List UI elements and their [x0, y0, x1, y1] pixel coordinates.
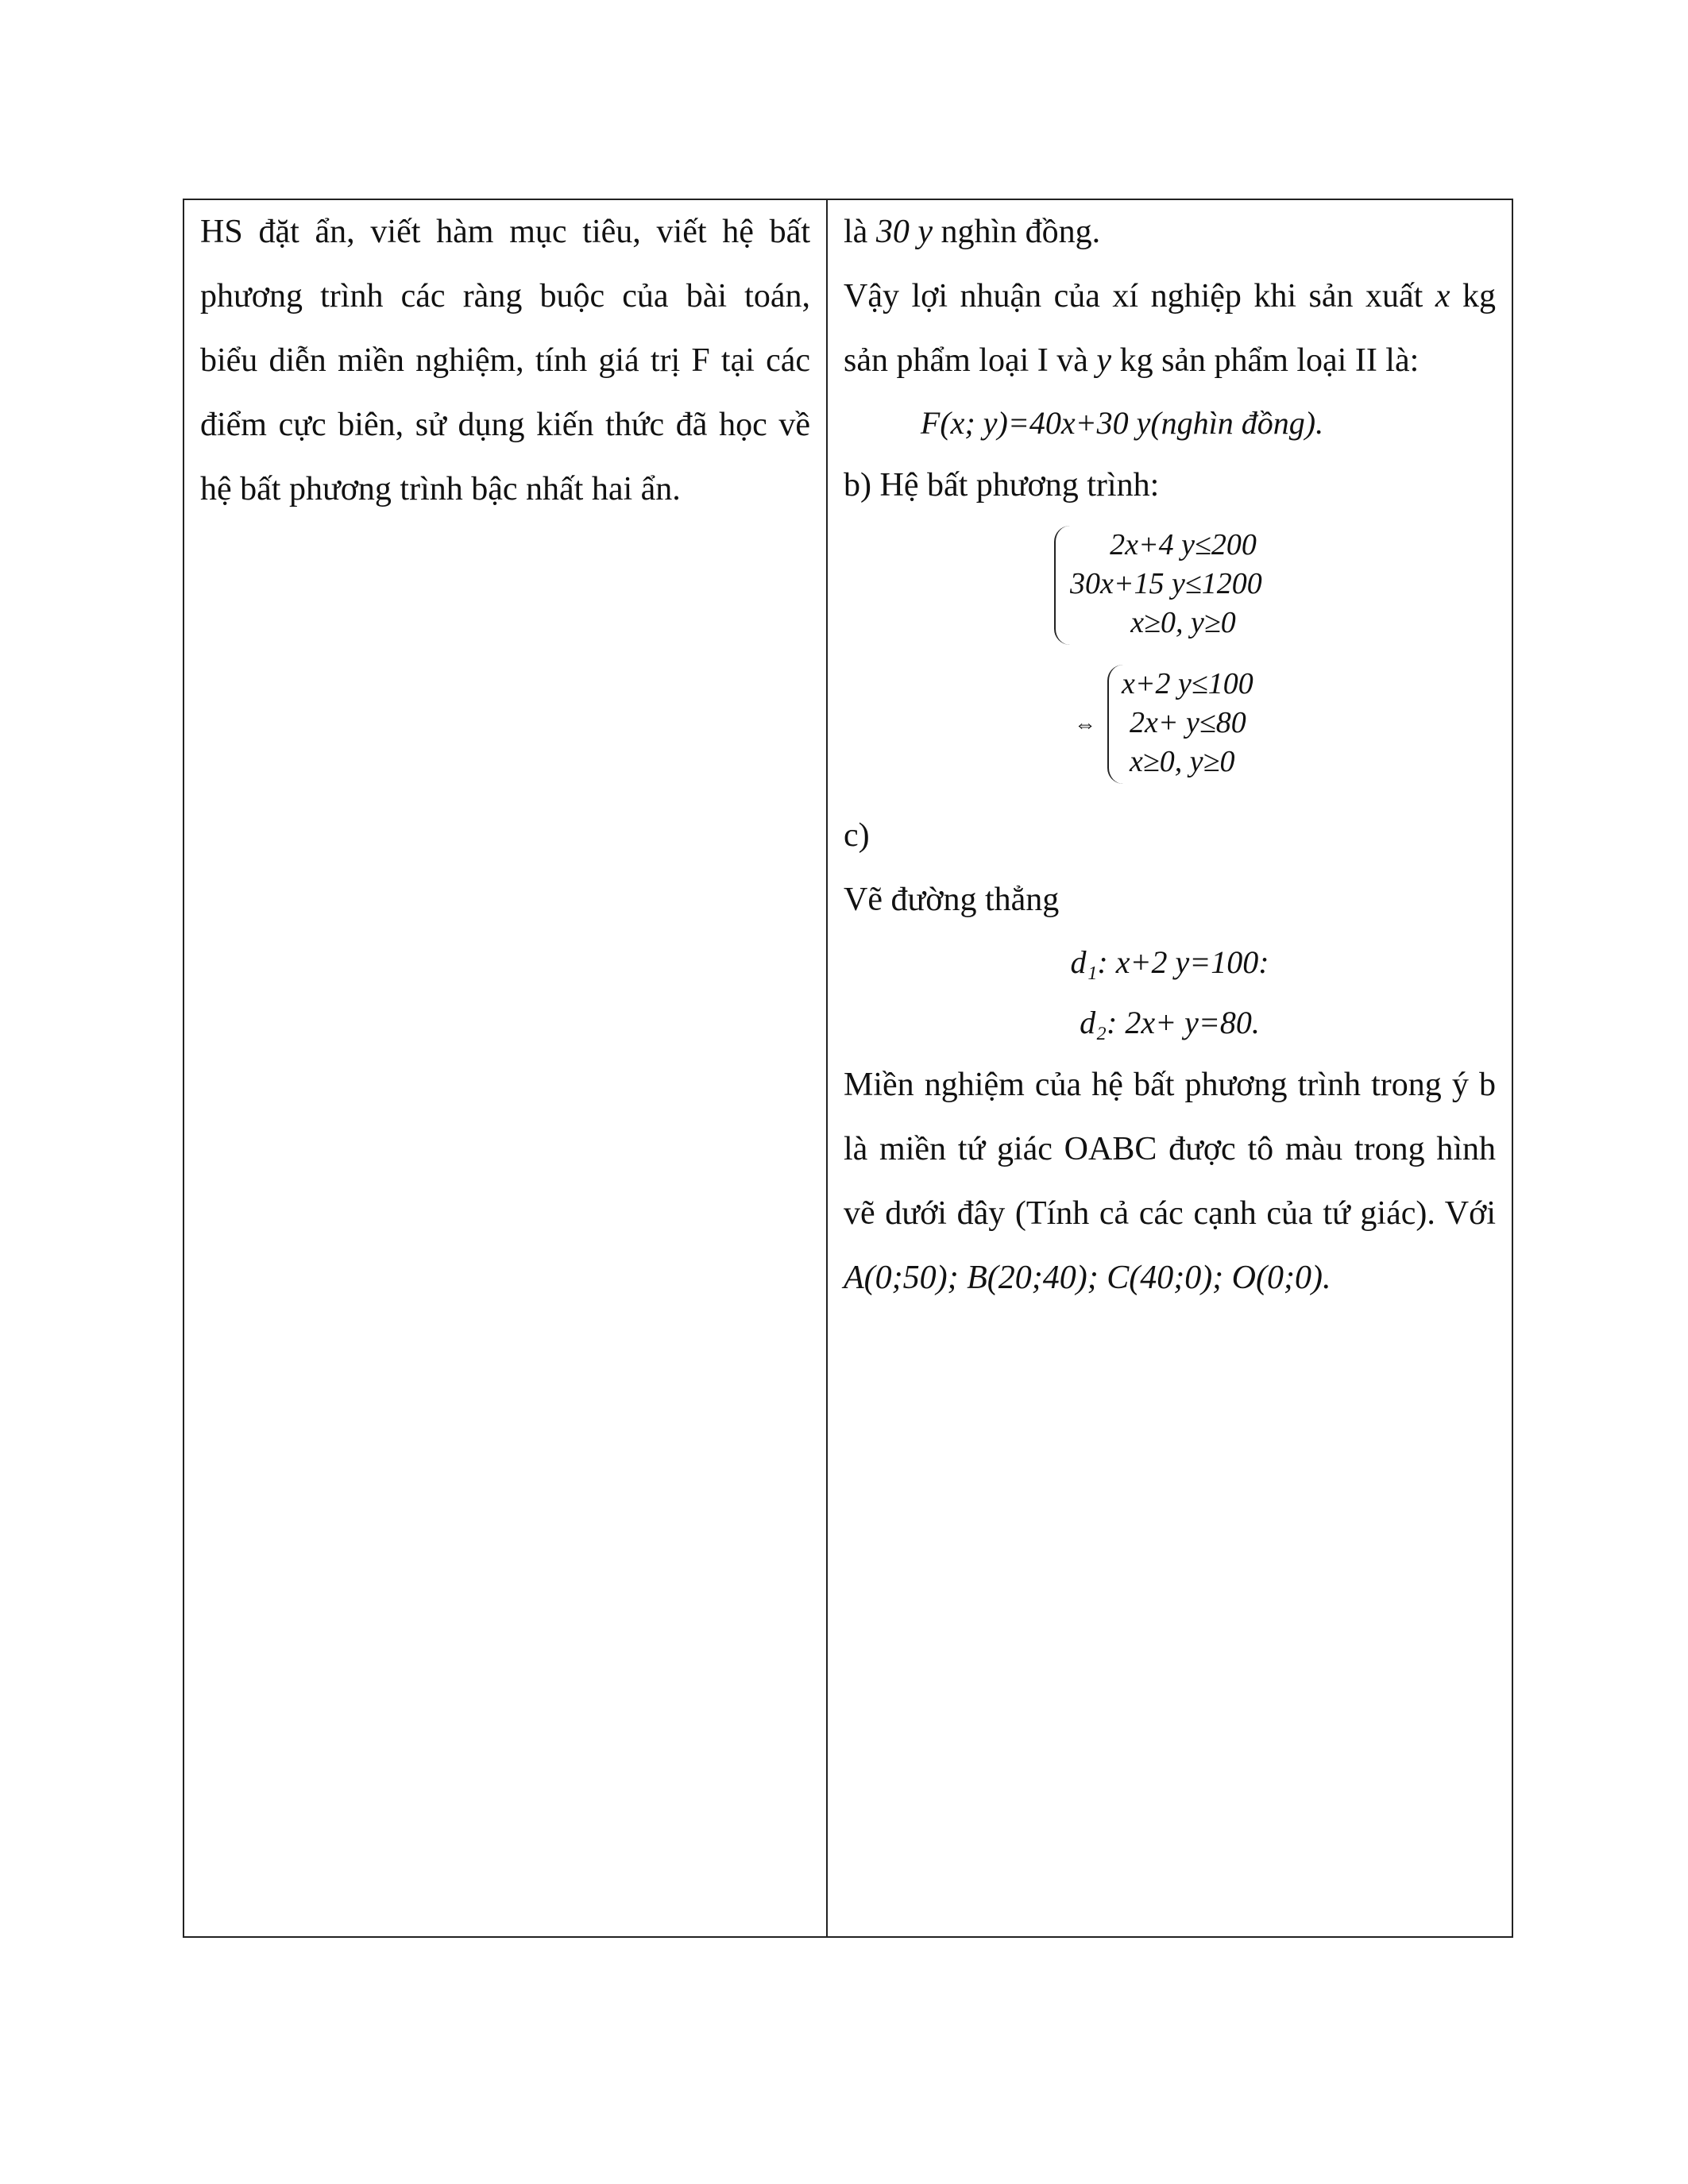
line-d2: d₂: 2x+ y=80.: [1080, 1005, 1260, 1040]
draw-lines-label: Vẽ đường thẳng: [844, 882, 1060, 918]
right-column: [828, 200, 1512, 1936]
cost-math: 30 y: [875, 214, 933, 250]
profit-text-2: kg sản phẩm loại I và: [844, 278, 1497, 379]
left-column: [184, 200, 828, 1936]
left-column-text: HS đặt ẩn, viết hàm mục tiêu, viết hệ bất phương trình các ràng buộc của bài toán, biểu diễn miền nghiệm, tính giá trị F tại các điểm cực biên, sử dụng kiến thức đã học về hệ bất phương trình bậc nhất hai ẩn.: [200, 214, 810, 507]
line-d1: d₁: x+2 y=100:: [1070, 944, 1269, 980]
region-paragraph: Miền nghiệm của hệ bất phương trình trong ý b là miền tứ giác OABC được tô màu trong hình vẽ dưới đây (Tính cả các cạnh của tứ giác). Với: [844, 1067, 1496, 1232]
content-table: [183, 199, 1513, 1938]
profit-paragraph: [844, 264, 1496, 393]
var-x: x: [1435, 278, 1450, 314]
system-1-brace: [1054, 526, 1070, 645]
profit-text-3: kg sản phẩm loại II là:: [1111, 342, 1420, 379]
system-2-brace: [1107, 665, 1123, 784]
var-y: y: [1096, 342, 1112, 379]
system-2-rows: [1122, 665, 1296, 781]
profit-text-1: Vậy lợi nhuận của xí nghiệp khi sản xuất: [844, 278, 1435, 314]
inequality-system-2: [844, 665, 1496, 804]
system-1-row-3: x≥0, y≥0: [1130, 606, 1236, 639]
part-b-label: b) Hệ bất phương trình:: [844, 467, 1160, 504]
equivalence-symbol: ⇔: [1074, 712, 1096, 737]
profit-formula: F(x; y)=40x+30 y(nghìn đồng).: [920, 405, 1324, 441]
cost-prefix: là: [844, 214, 876, 250]
system-1-row-2: 30x+15 y≤1200: [1070, 567, 1262, 600]
inequality-system-1: [844, 526, 1496, 657]
region-points: A(0;50); B(20;40); C(40;0); O(0;0).: [844, 1260, 1331, 1296]
system-1-row-1: 2x+4 y≤200: [1110, 528, 1257, 561]
system-2-row-3: x≥0, y≥0: [1130, 745, 1235, 778]
part-c-label: c): [844, 817, 870, 854]
system-1-rows: [1070, 526, 1296, 642]
cost-line: [844, 200, 1496, 264]
system-2-row-1: x+2 y≤100: [1122, 667, 1253, 700]
system-2-row-2: 2x+ y≤80: [1130, 706, 1246, 739]
cost-suffix: nghìn đồng.: [932, 214, 1101, 250]
